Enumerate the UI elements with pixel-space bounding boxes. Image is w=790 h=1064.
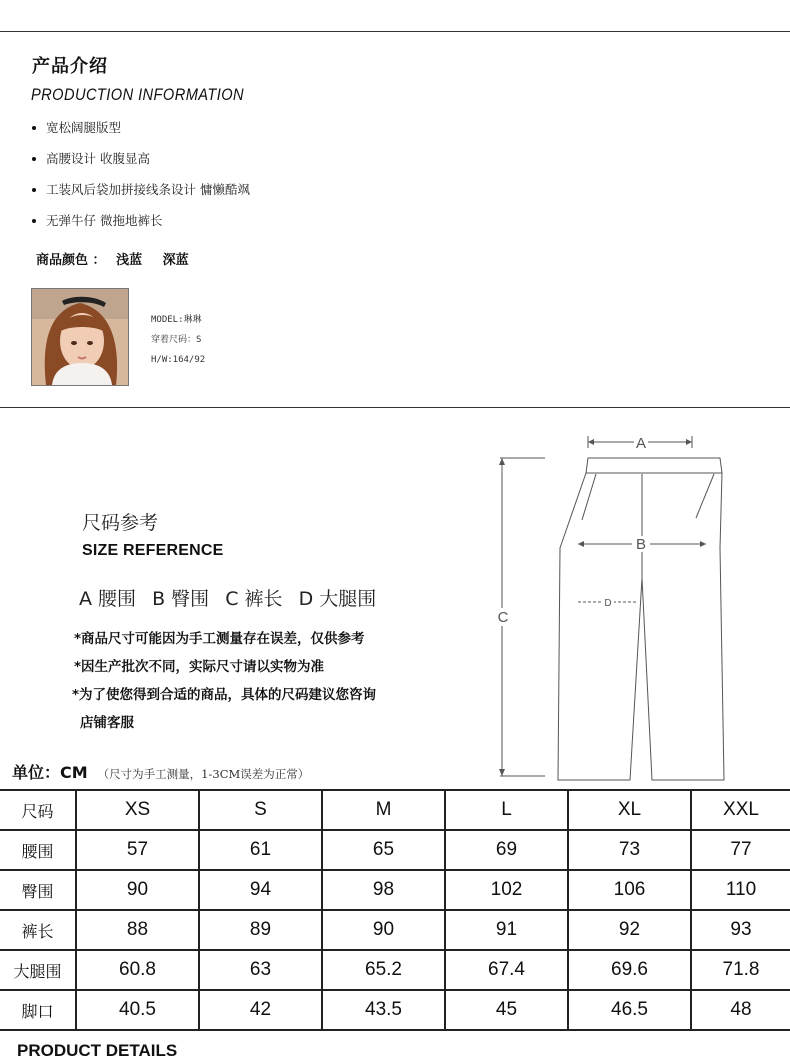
- table-cell: 90: [322, 910, 445, 950]
- table-cell: 65.2: [322, 950, 445, 990]
- table-cell: 73: [568, 830, 691, 870]
- feature-item: 高腰设计 收腹显高: [30, 149, 250, 180]
- feature-item: 工装风后袋加拼接线条设计 慵懒酷飒: [30, 180, 250, 211]
- pants-measurement-diagram: [490, 428, 730, 784]
- color-option: 浅蓝: [116, 253, 143, 268]
- table-header-cell: M: [322, 790, 445, 830]
- table-cell: 65: [322, 830, 445, 870]
- color-option: 深蓝: [162, 253, 189, 268]
- table-cell: 60.8: [76, 950, 199, 990]
- legend-item: C 裤长: [225, 588, 283, 610]
- product-details-heading: PRODUCT DETAILS: [17, 1041, 178, 1060]
- table-cell: 裤长: [0, 910, 76, 950]
- table-cell: 106: [568, 870, 691, 910]
- table-cell: 98: [322, 870, 445, 910]
- size-note: *商品尺寸可能因为手工测量存在误差，仅供参考: [74, 631, 365, 647]
- diagram-label-b: B: [635, 536, 647, 553]
- product-colors: [36, 249, 195, 268]
- table-cell: 脚口: [0, 990, 76, 1030]
- model-photo-illustration: [32, 289, 128, 385]
- table-header-cell: 尺码: [0, 790, 76, 830]
- top-divider: [0, 31, 790, 32]
- legend-item: A 腰围: [79, 588, 137, 610]
- size-reference-subtitle: SIZE REFERENCE: [82, 542, 224, 559]
- table-cell: 94: [199, 870, 322, 910]
- model-info: [151, 310, 205, 370]
- measurement-legend: [79, 584, 386, 611]
- table-cell: 63: [199, 950, 322, 990]
- table-header-cell: L: [445, 790, 568, 830]
- table-header-row: [0, 790, 790, 830]
- table-cell: 48: [691, 990, 790, 1030]
- table-cell: 40.5: [76, 990, 199, 1030]
- table-header-cell: S: [199, 790, 322, 830]
- table-row: [0, 870, 790, 910]
- table-cell: 102: [445, 870, 568, 910]
- table-row: [0, 830, 790, 870]
- table-row: [0, 950, 790, 990]
- table-cell: 69.6: [568, 950, 691, 990]
- size-note: *因生产批次不同，实际尺寸请以实物为准: [74, 659, 325, 675]
- table-cell: 88: [76, 910, 199, 950]
- table-cell: 57: [76, 830, 199, 870]
- size-table: [0, 789, 790, 1031]
- size-reference-title: 尺码参考: [82, 512, 159, 534]
- feature-item: 宽松阔腿版型: [30, 118, 250, 149]
- size-notes: [74, 625, 376, 737]
- table-cell: 腰围: [0, 830, 76, 870]
- table-cell: 46.5: [568, 990, 691, 1030]
- product-intro-title: 产品介绍: [32, 56, 108, 77]
- legend-item: B 臀围: [152, 588, 210, 610]
- table-cell: 大腿围: [0, 950, 76, 990]
- table-header-cell: XS: [76, 790, 199, 830]
- product-intro-subtitle: PRODUCTION INFORMATION: [31, 85, 245, 104]
- table-cell: 93: [691, 910, 790, 950]
- size-note: 店铺客服: [80, 715, 134, 731]
- unit-line: [12, 760, 309, 783]
- table-cell: 42: [199, 990, 322, 1030]
- table-cell: 91: [445, 910, 568, 950]
- feature-list: [30, 118, 250, 242]
- table-cell: 92: [568, 910, 691, 950]
- unit-note: （尺寸为手工测量，1-3CM误差为正常）: [97, 767, 310, 781]
- size-note: *为了使您得到合适的商品，具体的尺码建议您咨询: [72, 687, 377, 703]
- table-cell: 90: [76, 870, 199, 910]
- table-cell: 43.5: [322, 990, 445, 1030]
- table-cell: 110: [691, 870, 790, 910]
- table-row: [0, 910, 790, 950]
- table-cell: 67.4: [445, 950, 568, 990]
- table-cell: 89: [199, 910, 322, 950]
- model-size: 穿着尺码：S: [151, 335, 202, 345]
- color-label: 商品颜色 ：: [36, 253, 106, 268]
- model-height-weight: H/W:164/92: [151, 355, 206, 365]
- table-cell: 臀围: [0, 870, 76, 910]
- legend-item: D 大腿围: [298, 588, 377, 610]
- table-cell: 61: [199, 830, 322, 870]
- unit-label: 单位：CM: [12, 763, 88, 782]
- model-photo: [31, 288, 129, 386]
- diagram-label-d: D: [604, 598, 612, 609]
- table-header-cell: XL: [568, 790, 691, 830]
- diagram-label-a: A: [635, 435, 647, 452]
- table-header-cell: XXL: [691, 790, 790, 830]
- middle-divider: [0, 407, 790, 408]
- table-cell: 77: [691, 830, 790, 870]
- diagram-label-c: C: [497, 609, 509, 626]
- feature-item: 无弹牛仔 微拖地裤长: [30, 211, 250, 242]
- table-row: [0, 990, 790, 1030]
- table-cell: 45: [445, 990, 568, 1030]
- table-cell: 71.8: [691, 950, 790, 990]
- table-cell: 69: [445, 830, 568, 870]
- model-name: MODEL:琳琳: [151, 315, 202, 325]
